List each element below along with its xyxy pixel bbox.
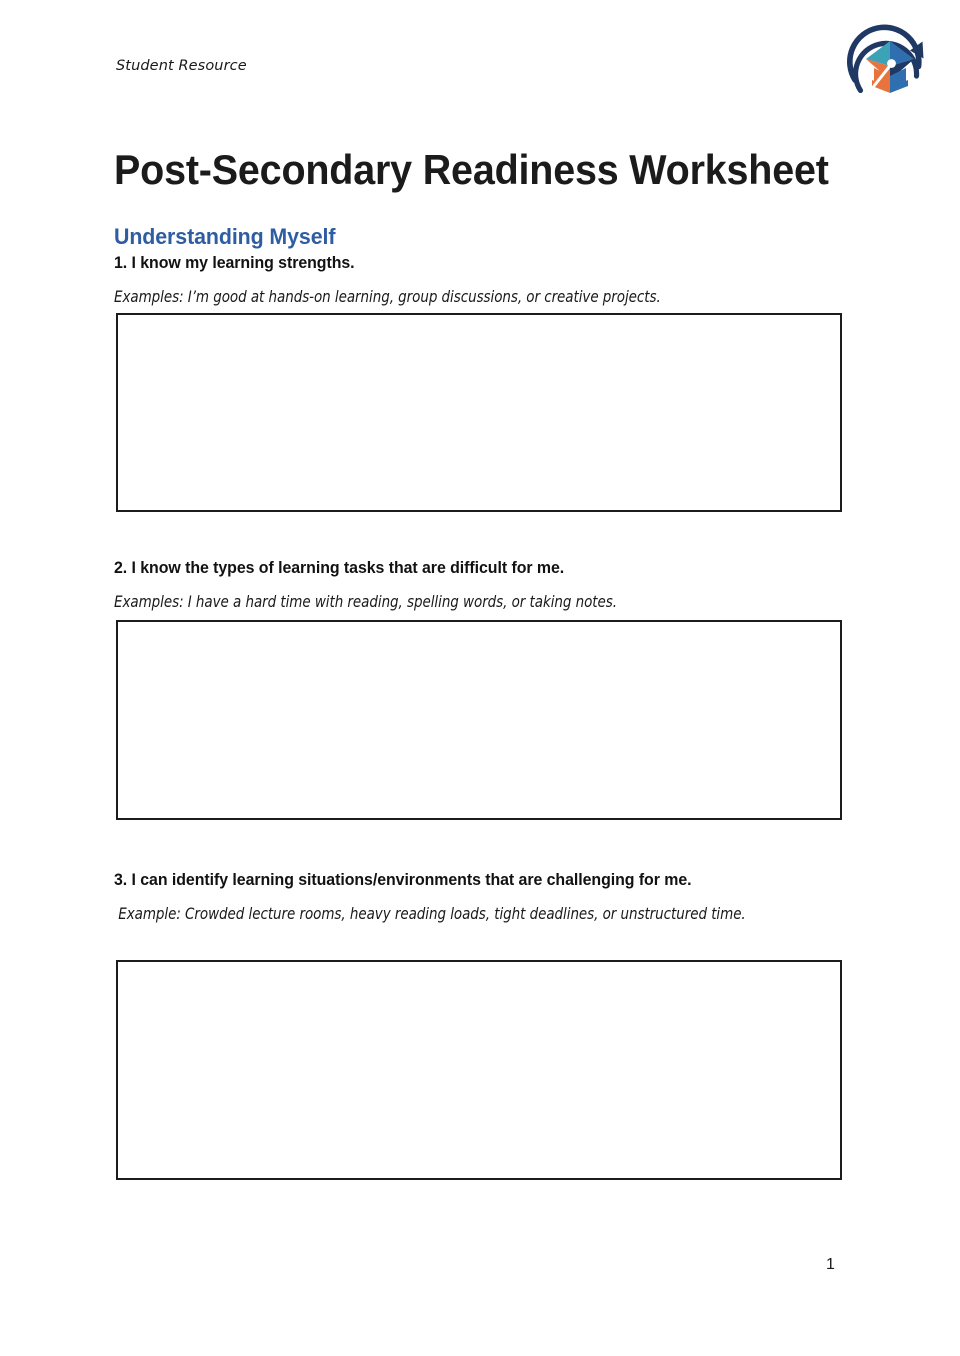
question-prompt-1: 1. I know my learning strengths. [114, 254, 355, 272]
question-prompt-3: 3. I can identify learning situations/environments that are challenging for me. [114, 871, 692, 889]
question-example-3: Example: Crowded lecture rooms, heavy reading loads, tight deadlines, or unstructured time. [114, 905, 746, 923]
question-prompt-2: 2. I know the types of learning tasks that are difficult for me. [114, 559, 565, 577]
page-number: 1 [826, 1256, 835, 1273]
question-example-2: Examples: I have a hard time with reading, spelling words, or taking notes. [114, 593, 617, 611]
question-block-2 [114, 557, 854, 617]
answer-box-1[interactable] [116, 313, 842, 512]
question-block-3 [114, 869, 854, 929]
question-example-1: Examples: I’m good at hands-on learning, group discussions, or creative projects. [114, 288, 661, 306]
answer-box-3[interactable] [116, 960, 842, 1180]
document-kicker: Student Resource [116, 58, 247, 74]
page-title: Post-Secondary Readiness Worksheet [114, 146, 829, 194]
section-heading-understanding-myself: Understanding Myself [114, 223, 336, 249]
graduation-cap-circular-arrow-logo [838, 14, 942, 110]
answer-box-2[interactable] [116, 620, 842, 820]
question-block-1 [114, 252, 854, 312]
